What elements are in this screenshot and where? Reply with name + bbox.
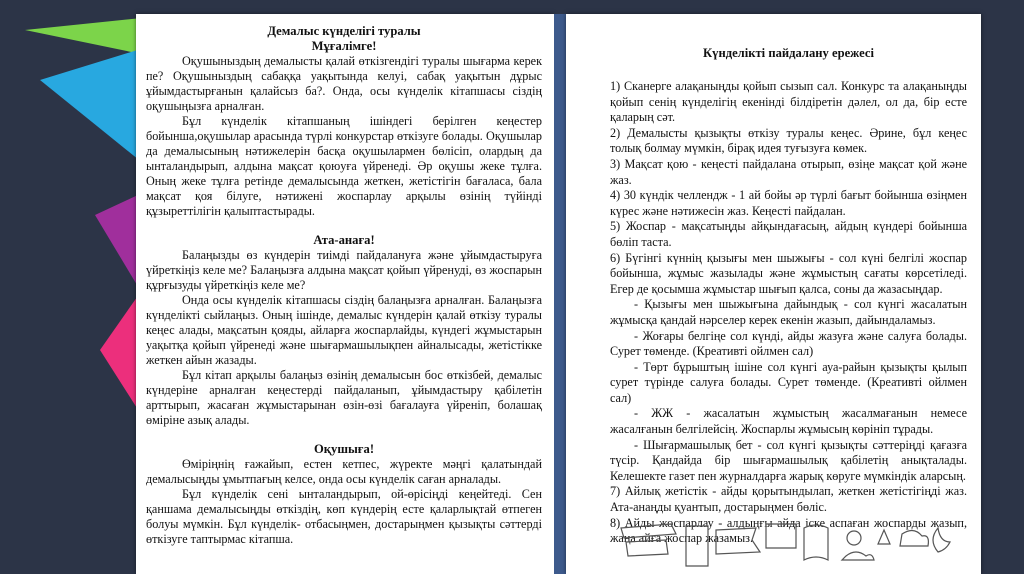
paragraph: Бұл күнделік кітапшаның ішіндегі берілген кеңестер бойынша,оқушылар арасында түрлі конкурстар өткізуге болады. Оқушылар да демалысының нәтижелерін басқа оқушылармен бөлісіп, олардың да ынталандырып, алдына мақсат қоюуға үйренеді. Әр оқушы жеке тұлға. Оның жеке тұлға ретінде демалысында жеткен, жетістігін бағаласа, бала мақсат қоя білуге, нәтижені жоспарлау арқылы өзінің түйінді құзыреттілігін қалыптастырады. xyxy=(146,114,542,218)
section-heading-parents: Ата-анаға! xyxy=(313,233,375,247)
scroll-doodle xyxy=(804,525,828,560)
page-title: Демалыс күнделігі туралы xyxy=(267,24,421,38)
rule-subitem: - ЖЖ - жасалатын жұмыстың жасалмағанын немесе жасалғанын белгілейсің. Жоспарлы жұмысың көрініп тұрады. xyxy=(610,406,967,437)
document-page-right xyxy=(566,14,981,574)
frame-doodle xyxy=(626,540,668,556)
rule-item: 7) Айлық жетістік - айды қорытындылап, жеткен жетістігіңді жаз. Ата-анаңды қуантып, достарыңмен бөліс. xyxy=(610,484,967,515)
cloud-icon xyxy=(900,530,928,546)
banner-doodle xyxy=(716,528,760,554)
frame-doodle xyxy=(766,524,796,548)
document-page-left xyxy=(136,14,554,574)
rule-item: 8) Айды жоспарлау - алдыңғы айда іске аспаған жоспарды жазып, жаңа айға жоспар жазамыз. xyxy=(610,515,967,546)
rule-item: 2) Демалысты қызықты өткізу туралы кеңес. Әрине, бұл кеңес толық болмау мүмкін, бірақ идея туғызуға көмек. xyxy=(610,125,967,156)
rule-subitem: - Жоғары белгіңе сол күнді, айды жазуға және салуға болады. Сурет төменде. (Креативті ойлмен сал) xyxy=(610,328,967,359)
doodle-illustrations xyxy=(616,520,956,572)
paragraph: Өміріңнің ғажайып, естен кетпес, жүректе мәңгі қалатындай демалысыңды ұмытпағың келсе, онда осы күнделік саған арналады. xyxy=(146,457,542,486)
decorative-triangles xyxy=(0,0,150,574)
paragraph: Бұл кітап арқылы балаңыз өзінің демалысын бос өткізбей, демалыс күндеріне арналған кеңестерді пайдаланып, ұйымдастыру қабілетін арттырып, жасаған жұмыстарынан өзін-өзі бағалауға үйреніп, болашақ өміріне азық алады. xyxy=(146,368,542,427)
rule-item: 4) 30 күндік челлендж - 1 ай бойы әр түрлі бағыт бойынша өзіңмен күрес және нәтижесін жаз. Кеңесті пайдалан. xyxy=(610,188,967,218)
rule-item: 3) Мақсат қою - кеңесті пайдалана отырып, өзіңе мақсат қой және жаз. xyxy=(610,156,967,187)
moon-icon xyxy=(933,528,950,552)
paragraph: Онда осы күнделік кітапшасы сіздің балаңызға арналған. Балаңызға күнделікті сыйлаңыз. Оның ішінде, демалыс күндерін қалай өткізу туралы кеңес алады, мақсатын қояды, айларға жоспарлайды, күндегі жұмыстарын уақытқа қойып үйренеді және шығармашылықпен айналысады, жетістікке жеткен айын жазады. xyxy=(146,293,542,367)
blue-triangle xyxy=(40,40,150,185)
section-heading-student: Оқушыға! xyxy=(313,442,375,456)
rule-item: 5) Жоспар - мақсатыңды айқындағасың, айдың күндері бойынша бөліп таста. xyxy=(610,219,967,249)
cloud-icon xyxy=(842,552,874,560)
page-title: Күнделікті пайдалану ережесі xyxy=(703,46,874,60)
rule-item: 6) Бүгінгі күннің қызығы мен шыжығы - сол күні белгілі жоспар бойынша, жұмыс жазылады және жұмыстың сағаты көрсетіледі. Егер де қосымша жұмыстар шығып қалса, соны да жазасыңдар. xyxy=(610,250,967,296)
banner-doodle xyxy=(621,524,676,538)
paragraph: Балаңызды өз күндерін тиімді пайдалануға және ұйымдастыруға үйреткіңіз келе ме? Балаңызға алдына мақсат қойып үйренуді, өз жоспарын құрғызуды үйреткіңіз келе ме? xyxy=(146,248,542,292)
paragraph: Оқушыныздың демалысты қалай өткізгендігі туралы шығарма керек пе? Оқушыныздың сабаққа уақытында келуі, сабақ уақытын дұрыс ұйымдастырғанын қалайсыз ба?. Онда, осы күнделік кітапшасы сіздің оқушыңызға арналған. xyxy=(146,54,542,113)
frame-doodle xyxy=(686,526,708,566)
paragraph: Бұл күнделік сені ынталандырып, ой-өрісіңді кеңейтеді. Сен қаншама демалысыңды өткіздің, көп күндерің есте қаларлықтай өтпеген болуы мүмкін. Бұл күнделік- отбасыңмен, достарыңмен қызықты сәттерді өткізуге таптырмас кітапша. xyxy=(146,487,542,546)
rule-subitem: - Төрт бұрыштың ішіне сол күнгі ауа-райын қызықты қылып сурет түрінде салуға болады. Сурет төменде. (Креативті ойлмен сал) xyxy=(610,359,967,405)
drop-icon xyxy=(878,530,890,544)
rule-item: 1) Сканерге алақаныңды қойып сызып сал. Конкурс та алақаныңды қойып сенің күнделігің екенінді білдіретін дәлел, ол да, бір есте қаларың сәт. xyxy=(610,79,967,125)
rule-subitem: - Қызығы мен шыжығына дайындық - сол күнгі жасалатын жұмысқа қандай нәрселер керек екенін жазып, дайындаламыз. xyxy=(610,297,967,327)
page-scrollbar-right[interactable] xyxy=(557,14,566,574)
sun-icon xyxy=(847,531,861,545)
rule-subitem: - Шығармашылық бет - сол күнгі қызықты сәттеріңді қағазға түсір. Қандайда бір шығармашылық қабілетің анықталады. Келешекте газет пен журналдарға жарық көруге мүмкіндік аларсың. xyxy=(610,437,967,483)
section-heading-teacher: Мұғалімге! xyxy=(311,39,377,53)
